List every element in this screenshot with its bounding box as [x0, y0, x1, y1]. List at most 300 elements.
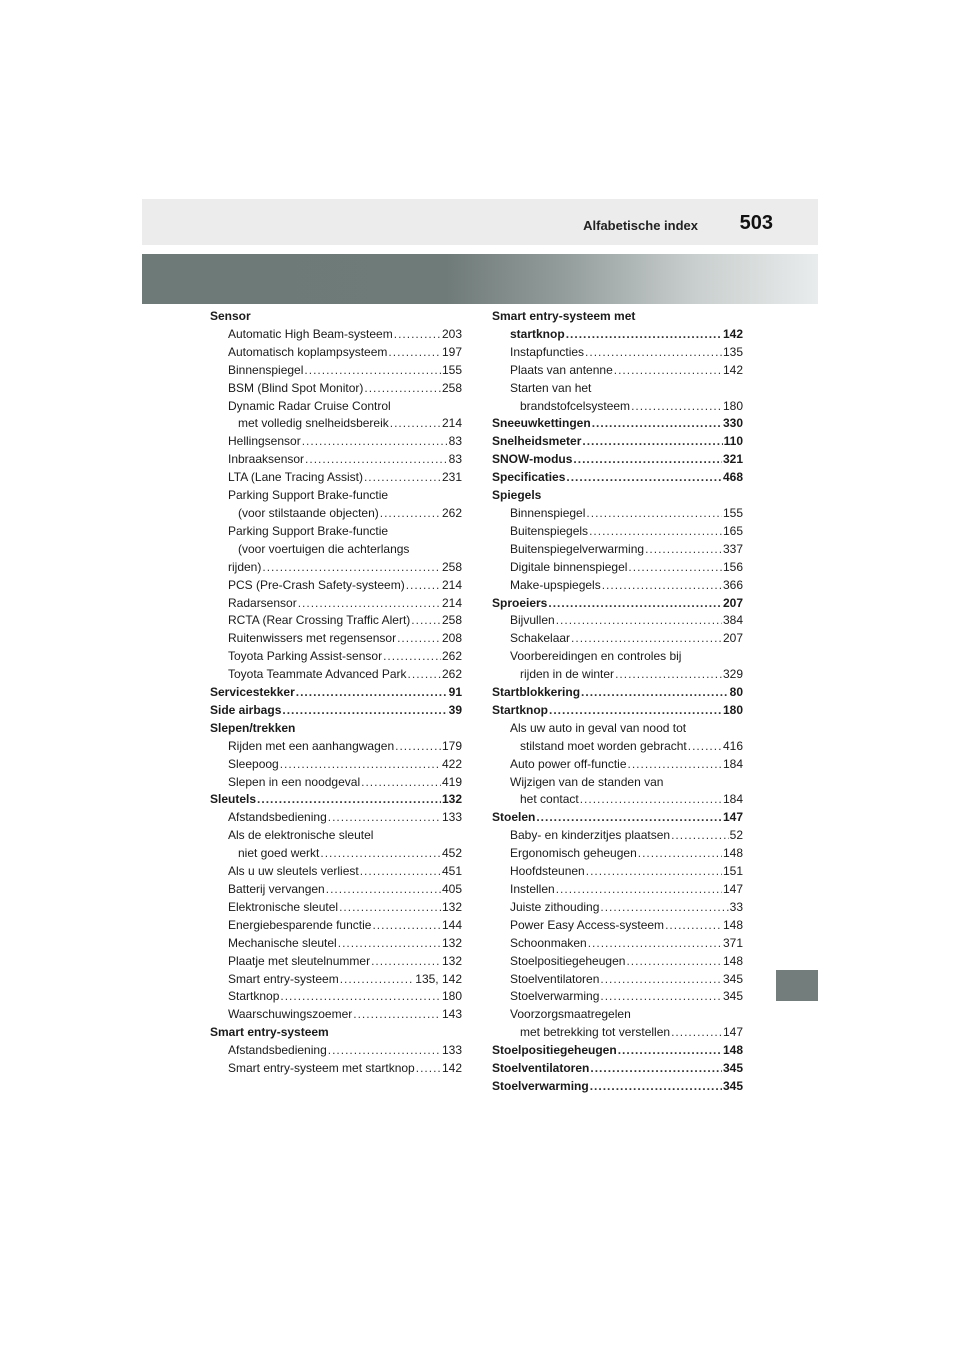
page-header [142, 199, 818, 245]
dot-leader [600, 971, 722, 989]
index-entry-text: Smart entry-systeem met startknop [228, 1061, 415, 1076]
index-entry-text: Buitenspiegels [510, 523, 589, 538]
index-entry [492, 308, 743, 326]
index-entry [492, 684, 743, 702]
index-entry [210, 1006, 462, 1024]
dot-leader [592, 415, 722, 433]
index-entry-page: 452 [441, 846, 462, 861]
dot-leader [665, 917, 722, 935]
index-entry-page: 468 [722, 470, 743, 485]
index-entry-page: 147 [722, 882, 743, 896]
dot-leader [671, 1024, 722, 1042]
index-entry-page: 345 [722, 989, 743, 1004]
dot-leader [571, 630, 722, 648]
dot-leader [585, 344, 722, 362]
index-entry-page: 180 [722, 702, 743, 717]
dot-leader [586, 863, 722, 881]
index-entry-page: 52 [729, 828, 743, 843]
index-entry [492, 809, 743, 827]
index-entry-text: Snelheidsmeter [492, 434, 582, 449]
index-entry-page: 231 [441, 470, 462, 485]
index-entry-text: Wijzigen van de standen van [510, 774, 664, 789]
index-entry-text: Automatic High Beam-systeem [228, 326, 393, 341]
index-entry-text: Parking Support Brake-functie [228, 488, 389, 503]
index-entry-text: Auto power off-functie [510, 756, 627, 771]
index-entry [210, 577, 462, 595]
index-entry-text: Buitenspiegelverwarming [510, 541, 645, 556]
index-entry-text: het contact [520, 792, 579, 807]
index-entry [492, 917, 743, 935]
index-entry-text: Inbraaksensor [228, 452, 305, 467]
index-entry [492, 433, 743, 451]
dot-leader [257, 791, 441, 809]
index-entry-text: SNOW-modus [492, 452, 573, 467]
index-entry [210, 791, 462, 809]
index-entry [210, 738, 462, 756]
index-entry [210, 666, 462, 684]
dot-leader [383, 648, 441, 666]
dot-leader [588, 935, 722, 953]
index-entry-text: Plaatje met sleutelnummer [228, 953, 371, 968]
index-entry-page: 135 [722, 344, 743, 359]
index-entry [210, 505, 462, 523]
index-entry-text: Slepen/trekken [210, 720, 296, 735]
index-entry-page: 262 [441, 505, 462, 520]
index-entry-text: Toyota Parking Assist-sensor [228, 649, 383, 664]
index-entry [210, 523, 462, 541]
dot-leader [326, 881, 441, 899]
index-entry-text: Stoelverwarming [492, 1078, 589, 1093]
index-entry [210, 559, 462, 577]
index-entry-page: 151 [722, 864, 743, 879]
index-entry [492, 344, 743, 362]
index-entry [492, 899, 743, 917]
index-entry [492, 988, 743, 1006]
index-entry-text: Afstandsbediening [228, 1043, 327, 1058]
dot-leader [390, 415, 441, 433]
index-entry [210, 988, 462, 1006]
index-entry [210, 380, 462, 398]
dot-leader [580, 791, 722, 809]
dot-leader [549, 702, 722, 720]
dot-leader [320, 845, 441, 863]
index-entry [210, 541, 462, 559]
index-entry-text: Stoelventilatoren [492, 1061, 590, 1076]
dot-leader [304, 362, 441, 380]
index-entry-text: Make-upspiegels [510, 577, 601, 592]
index-entry-page: 451 [441, 864, 462, 879]
index-entry [492, 630, 743, 648]
index-entry [210, 451, 462, 469]
index-entry-page: 179 [441, 738, 462, 753]
index-entry-text: Stoelventilatoren [510, 971, 600, 986]
index-entry [210, 1060, 462, 1078]
index-entry [492, 791, 743, 809]
index-entry-text: brandstofcelsysteem [520, 398, 631, 413]
index-entry-text: Toyota Teammate Advanced Park [228, 667, 407, 682]
dot-leader [628, 559, 722, 577]
dot-leader [280, 988, 441, 1006]
index-entry-text: Baby- en kinderzitjes plaatsen [510, 828, 671, 843]
index-entry-page: 132 [441, 899, 462, 914]
index-entry-page: 184 [722, 792, 743, 807]
dot-leader [631, 398, 722, 416]
index-entry [210, 845, 462, 863]
index-entry-page: 371 [722, 935, 743, 950]
dot-leader [408, 666, 441, 684]
index-entry [492, 380, 743, 398]
index-entry [492, 1006, 743, 1024]
index-entry-text: Side airbags [210, 702, 282, 717]
index-entry-page: 207 [722, 595, 743, 610]
dot-leader [566, 326, 722, 344]
dot-leader [397, 630, 441, 648]
index-entry-page: 83 [448, 452, 462, 467]
index-entry [492, 881, 743, 899]
index-entry-text: stilstand moet worden gebracht [520, 738, 687, 753]
index-entry-page: 345 [722, 971, 743, 986]
index-entry-text: Binnenspiegel [228, 362, 304, 377]
dot-leader [600, 899, 728, 917]
dot-leader [626, 953, 722, 971]
index-entry-text: Sleutels [210, 792, 257, 807]
section-title: Alfabetische index [583, 218, 698, 233]
dot-leader [600, 988, 722, 1006]
dot-leader [614, 362, 722, 380]
index-entry-text: Specificaties [492, 470, 566, 485]
page-number: 503 [739, 212, 773, 234]
index-entry [210, 326, 462, 344]
index-entry-text: Bijvullen [510, 613, 555, 628]
dot-leader [364, 469, 441, 487]
index-entry-page: 258 [441, 380, 462, 395]
index-entry [492, 738, 743, 756]
index-entry-page: 197 [441, 344, 462, 359]
index-entry-text: Instapfuncties [510, 344, 585, 359]
index-entry [492, 541, 743, 559]
dot-leader [305, 451, 448, 469]
index-entry-page: 208 [441, 631, 462, 646]
dot-leader [280, 756, 441, 774]
index-entry-page: 184 [722, 756, 743, 771]
index-entry-page: 133 [441, 1043, 462, 1058]
index-entry-page: 262 [441, 667, 462, 682]
index-entry [210, 469, 462, 487]
index-entry-text: PCS (Pre-Crash Safety-systeem) [228, 577, 405, 592]
index-entry-text: Startknop [492, 702, 549, 717]
dot-leader [688, 738, 722, 756]
index-entry-text: Als de elektronische sleutel [228, 828, 374, 843]
index-entry [492, 415, 743, 433]
index-entry [492, 505, 743, 523]
index-entry-text: Elektronische sleutel [228, 899, 339, 914]
index-entry [210, 809, 462, 827]
index-entry-text: Startblokkering [492, 685, 581, 700]
index-entry [210, 774, 462, 792]
index-entry-text: BSM (Blind Spot Monitor) [228, 380, 364, 395]
dot-leader [573, 451, 722, 469]
index-entry-text: Servicestekker [210, 685, 295, 700]
index-entry-page: 345 [722, 1078, 743, 1093]
dot-leader [582, 433, 722, 451]
index-entry-text: Plaats van antenne [510, 362, 613, 377]
index-entry-page: 143 [441, 1007, 462, 1022]
index-entry-text: Digitale binnenspiegel [510, 559, 628, 574]
dot-leader [328, 1042, 441, 1060]
index-entry-text: Stoelen [492, 810, 536, 825]
index-entry [492, 845, 743, 863]
index-entry [210, 612, 462, 630]
index-entry-page: 258 [441, 559, 462, 574]
index-entry-page: 384 [722, 613, 743, 628]
index-entry-page: 132 [441, 792, 462, 807]
index-entry-text: Hellingsensor [228, 434, 301, 449]
dot-leader [590, 1078, 722, 1096]
dot-leader [298, 595, 441, 613]
index-entry-page: 135, 142 [415, 971, 462, 986]
index-entry-page: 147 [722, 1025, 743, 1040]
index-entry-text: Stoelpositiegeheugen [510, 953, 626, 968]
dot-leader [645, 541, 722, 559]
index-entry [210, 917, 462, 935]
dot-leader [536, 809, 722, 827]
index-entry-text: Slepen in een noodgeval [228, 774, 361, 789]
index-entry [210, 415, 462, 433]
index-entry-page: 258 [441, 613, 462, 628]
index-entry [492, 451, 743, 469]
index-entry-page: 39 [448, 702, 462, 717]
index-entry [210, 684, 462, 702]
index-entry-text: Schoonmaken [510, 935, 587, 950]
index-entry-page: 142 [722, 326, 743, 341]
index-entry-page: 132 [441, 935, 462, 950]
dot-leader [548, 595, 722, 613]
dot-leader [395, 738, 441, 756]
index-entry-text: Hoofdsteunen [510, 864, 585, 879]
dot-leader [556, 612, 722, 630]
index-entry-page: 142 [441, 1061, 462, 1076]
dot-leader [282, 702, 447, 720]
index-entry-text: Startknop [228, 989, 280, 1004]
index-entry [492, 1060, 743, 1078]
dot-leader [671, 827, 729, 845]
dot-leader [262, 559, 441, 577]
dot-leader [380, 505, 441, 523]
index-entry-text: Voorzorgsmaatregelen [510, 1007, 631, 1022]
index-entry [492, 577, 743, 595]
dot-leader [371, 953, 441, 971]
header-gradient-band [142, 254, 818, 304]
index-entry-page: 180 [441, 989, 462, 1004]
index-entry-text: (voor voertuigen die achterlangs [238, 541, 410, 556]
index-entry-text: Sproeiers [492, 595, 548, 610]
index-entry [210, 308, 462, 326]
dot-leader [338, 935, 441, 953]
index-entry-page: 133 [441, 810, 462, 825]
index-entry [492, 612, 743, 630]
index-entry-page: 422 [441, 756, 462, 771]
index-entry-text: RCTA (Rear Crossing Traffic Alert) [228, 613, 411, 628]
index-entry [210, 1042, 462, 1060]
index-entry-text: Binnenspiegel [510, 505, 586, 520]
index-entry-page: 147 [722, 810, 743, 825]
dot-leader [328, 809, 441, 827]
dot-leader [372, 917, 441, 935]
index-entry-page: 155 [722, 505, 743, 520]
dot-leader [411, 612, 441, 630]
index-entry-page: 165 [722, 523, 743, 538]
index-entry [492, 720, 743, 738]
index-entry-text: LTA (Lane Tracing Assist) [228, 470, 363, 485]
index-entry [492, 1078, 743, 1096]
index-entry-text: Ruitenwissers met regensensor [228, 631, 397, 646]
index-entry-text: Sensor [210, 309, 251, 323]
index-entry [210, 487, 462, 505]
index-entry-page: 144 [441, 917, 462, 932]
index-entry [492, 827, 743, 845]
index-entry-page: 33 [729, 899, 743, 914]
index-entry-text: Als u uw sleutels verliest [228, 864, 359, 879]
dot-leader [296, 684, 448, 702]
dot-leader [340, 971, 415, 989]
index-entry-page: 207 [722, 631, 743, 646]
dot-leader [556, 881, 722, 899]
index-entry-text: Radarsensor [228, 595, 297, 610]
index-entry-text: rijden in de winter [520, 667, 615, 682]
index-entry-text: Parking Support Brake-functie [228, 523, 389, 538]
index-entry-text: Energiebesparende functie [228, 917, 372, 932]
dot-leader [586, 505, 722, 523]
index-entry-page: 132 [441, 953, 462, 968]
index-entry [492, 774, 743, 792]
index-entry [492, 863, 743, 881]
dot-leader [566, 469, 722, 487]
dot-leader [602, 577, 722, 595]
dot-leader [388, 344, 441, 362]
index-entry-text: Sleepoog [228, 756, 279, 771]
dot-leader [302, 433, 448, 451]
dot-leader [364, 380, 441, 398]
index-entry-text: met volledig snelheidsbereik [238, 416, 389, 431]
index-entry-text: Dynamic Radar Cruise Control [228, 398, 391, 413]
dot-leader [615, 666, 722, 684]
index-entry-text: Stoelpositiegeheugen [492, 1043, 617, 1058]
index-entry-page: 214 [441, 416, 462, 431]
index-entry-page: 345 [722, 1061, 743, 1076]
index-entry-text: rijden) [228, 559, 262, 574]
index-entry-page: 91 [448, 685, 462, 700]
index-entry-text: startknop [510, 326, 565, 341]
index-entry [492, 1024, 743, 1042]
index-entry-text: Schakelaar [510, 631, 571, 646]
dot-leader [394, 326, 441, 344]
index-entry-text: Automatisch koplampsysteem [228, 344, 388, 359]
index-entry [210, 398, 462, 416]
index-entry-page: 155 [441, 362, 462, 377]
index-entry-text: niet goed werkt [238, 846, 320, 861]
index-entry [492, 756, 743, 774]
index-entry [210, 595, 462, 613]
index-entry-text: Voorbereidingen en controles bij [510, 649, 682, 664]
index-entry [210, 863, 462, 881]
index-entry [492, 523, 743, 541]
section-thumb-tab [776, 970, 818, 1001]
index-entry-text: Smart entry-systeem [210, 1025, 329, 1040]
index-entry [492, 487, 743, 505]
index-entry [492, 702, 743, 720]
dot-leader [581, 684, 729, 702]
index-column-left [210, 308, 462, 1078]
index-entry-text: Batterij vervangen [228, 882, 325, 896]
index-entry [492, 469, 743, 487]
index-entry [210, 935, 462, 953]
index-entry-text: Instellen [510, 882, 555, 896]
index-entry [492, 1042, 743, 1060]
index-entry-text: met betrekking tot verstellen [520, 1025, 671, 1040]
index-entry [210, 433, 462, 451]
index-entry [210, 344, 462, 362]
index-entry [210, 953, 462, 971]
index-entry-page: 148 [722, 917, 743, 932]
index-entry-text: Waarschuwingszoemer [228, 1007, 353, 1022]
index-entry-page: 330 [722, 416, 743, 431]
index-entry-text: Spiegels [492, 488, 542, 503]
index-entry [210, 899, 462, 917]
index-entry-page: 329 [722, 667, 743, 682]
index-entry [210, 881, 462, 899]
index-entry [492, 971, 743, 989]
index-entry-page: 366 [722, 577, 743, 592]
index-entry [492, 935, 743, 953]
index-entry-text: Starten van het [510, 380, 592, 395]
index-entry-text: Smart entry-systeem met [492, 309, 636, 323]
dot-leader [361, 774, 441, 792]
dot-leader [406, 577, 441, 595]
index-entry [492, 559, 743, 577]
index-entry-text: Power Easy Access-systeem [510, 917, 665, 932]
index-entry-page: 214 [441, 577, 462, 592]
index-entry-page: 80 [729, 685, 743, 700]
index-entry-page: 405 [441, 882, 462, 896]
index-entry-text: Mechanische sleutel [228, 935, 337, 950]
dot-leader [339, 899, 441, 917]
index-entry [210, 827, 462, 845]
index-entry [210, 648, 462, 666]
index-entry [210, 720, 462, 738]
index-entry [210, 702, 462, 720]
dot-leader [589, 523, 722, 541]
dot-leader [638, 845, 722, 863]
index-entry-text: Stoelverwarming [510, 989, 600, 1004]
index-entry [492, 595, 743, 613]
index-entry [210, 1024, 462, 1042]
index-entry [210, 971, 462, 989]
dot-leader [628, 756, 722, 774]
index-entry-page: 321 [722, 452, 743, 467]
index-entry [492, 362, 743, 380]
index-entry [492, 398, 743, 416]
index-entry-text: Ergonomisch geheugen [510, 846, 637, 861]
dot-leader [416, 1060, 441, 1078]
index-entry-text: Juiste zithouding [510, 899, 600, 914]
index-entry-page: 180 [722, 398, 743, 413]
index-entry [492, 666, 743, 684]
dot-leader [618, 1042, 722, 1060]
index-entry-page: 148 [722, 846, 743, 861]
index-entry-page: 110 [723, 434, 743, 449]
index-column-right [492, 308, 743, 1096]
index-entry-page: 416 [722, 738, 743, 753]
